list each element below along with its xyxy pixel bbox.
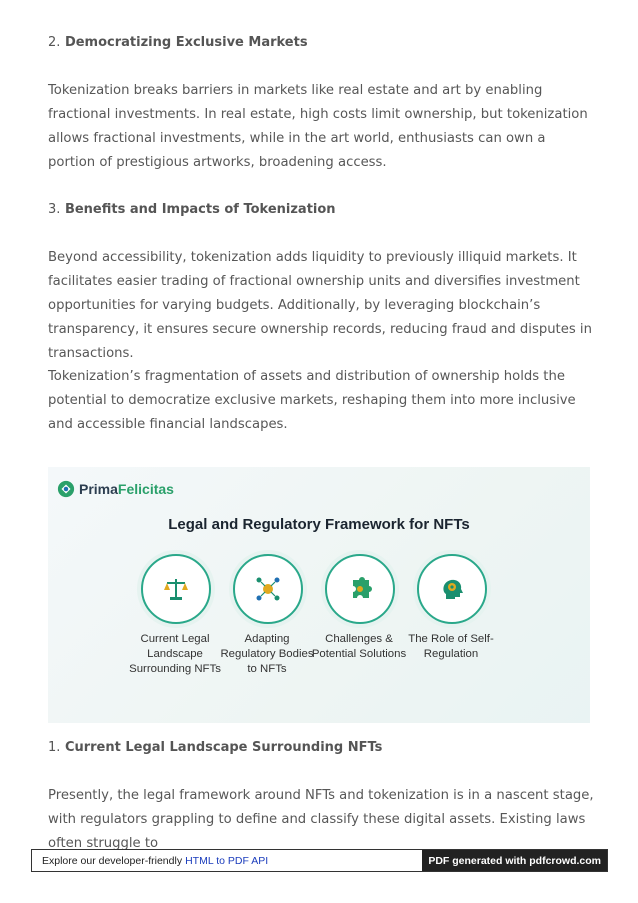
- regulatory-bodies-circle: [233, 554, 303, 624]
- head-gear-icon: [437, 574, 467, 604]
- puzzle-icon: [345, 574, 375, 604]
- section-number: 2.: [48, 35, 61, 50]
- paragraph-fragmentation: Tokenization’s fragmentation of assets and distribution of ownership holds the potential to democratize exclusive markets, reshaping them into more inclusive and accessible financial landscapes.: [48, 369, 576, 432]
- pdfcrowd-badge[interactable]: PDF generated with pdfcrowd.com: [422, 850, 607, 871]
- footer-promo: [32, 850, 422, 871]
- section-number: 1.: [48, 740, 61, 755]
- legal-landscape-circle: [141, 554, 211, 624]
- label-regulatory-bodies: Adapting Regulatory Bodies to NFTs: [220, 633, 314, 675]
- challenges-circle: [325, 554, 395, 624]
- label-legal-landscape: Current Legal Landscape Surrounding NFTs: [129, 633, 221, 675]
- paragraph-legal-landscape: Presently, the legal framework around NFTs and tokenization is in a nascent stage, with regulators grappling to define and classify these digital assets. Existing laws often struggle to: [48, 788, 594, 851]
- infographic-title: Legal and Regulatory Framework for NFTs: [168, 516, 470, 533]
- brand-logo: [57, 480, 174, 498]
- label-self-regulation: The Role of Self-Regulation: [408, 633, 494, 660]
- section-title: Current Legal Landscape Surrounding NFTs: [64, 740, 383, 755]
- paragraph-democratizing: Tokenization breaks barriers in markets like real estate and art by enabling fractional investments. In real estate, high costs limit ownership, but tokenization allows fractional investments, while in the art world, enthusiasts can own a portion of prestigious artworks, broadening access.: [48, 83, 588, 170]
- pdf-footer-bar: [31, 849, 608, 872]
- section-title: Benefits and Impacts of Tokenization: [64, 202, 336, 217]
- scales-icon: [161, 574, 191, 604]
- section-heading-benefits: [48, 202, 336, 217]
- framework-infographic: [48, 467, 590, 723]
- section-title: Democratizing Exclusive Markets: [64, 35, 308, 50]
- section-heading-democratizing: [48, 35, 308, 50]
- label-challenges: Challenges & Potential Solutions: [311, 633, 407, 660]
- self-regulation-circle: [417, 554, 487, 624]
- brand-mark-icon: [57, 480, 75, 498]
- paragraph-benefits: Beyond accessibility, tokenization adds liquidity to previously illiquid markets. It facilitates easier trading of fractional ownership units and diversifies investment opportunities for varying budgets. Additionally, by leveraging blockchain’s transparency, it ensures secure ownership records, reducing fraud and disputes in transactions.: [48, 250, 592, 361]
- section-number: 3.: [48, 202, 61, 217]
- brand-name-part1: Prima: [79, 481, 118, 497]
- network-icon: [253, 574, 283, 604]
- html-to-pdf-api-link[interactable]: HTML to PDF API: [185, 854, 269, 867]
- brand-name-part2: Felicitas: [117, 481, 174, 497]
- section-heading-legal-landscape: [48, 740, 382, 755]
- footer-text: Explore our developer-friendly: [42, 854, 183, 867]
